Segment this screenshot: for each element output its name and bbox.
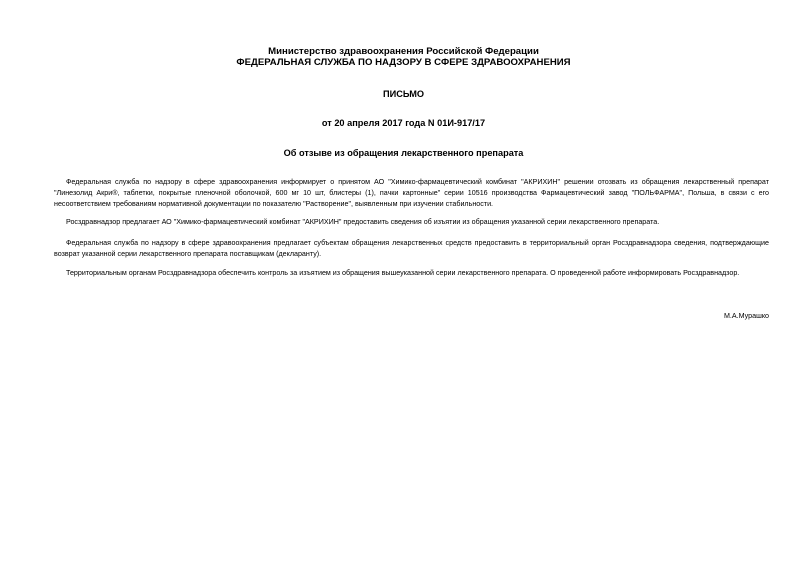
body-paragraph: Территориальным органам Росздравнадзора обеспечить контроль за изъятием из обращения вышеуказанной серии лекарственного препарата. О проведенной работе информировать Росздравнадзор. bbox=[66, 269, 740, 277]
body-paragraph: Федеральная служба по надзору в сфере здравоохранения предлагает субъектам обращения лекарственных средств предоставить в территориальный орган Росздравнадзора сведения, подтверждающие возврат указанной серии лекарственного препарата поставщикам (декларанту). bbox=[54, 239, 769, 259]
body-paragraph: Федеральная служба по надзору в сфере здравоохранения информирует о принятом АО "Химико-фармацевтический комбинат "АКРИХИН" решении отозвать из обращения лекарственный препарат "Линезолид Акри®, таблетки, покрытые пленочной оболочкой, 600 мг 10 шт, блистеры (1), пачки картонные" серии 10516 производства Фармацевтический завод "ПОЛЬФАРМА", Польша, в связи с его несоответствием требованиям нормативной документации по показателю "Растворение", выявленным при изучении стабильности. bbox=[54, 178, 769, 209]
signature: М.А.Мурашко bbox=[723, 312, 769, 320]
service-name: ФЕДЕРАЛЬНАЯ СЛУЖБА ПО НАДЗОРУ В СФЕРЕ ЗДРАВООХРАНЕНИЯ bbox=[236, 57, 571, 68]
document-date-number: от 20 апреля 2017 года N 01И-917/17 bbox=[321, 118, 486, 128]
body-paragraph: Росздравнадзор предлагает АО "Химико-фармацевтический комбинат "АКРИХИН" предоставить сведения об изъятии из обращения указанной серии лекарственного препарата. bbox=[66, 218, 660, 226]
ministry-name: Министерство здравоохранения Российской Федерации bbox=[268, 46, 539, 57]
document-subject: Об отзыве из обращения лекарственного препарата bbox=[283, 148, 524, 158]
document-type: ПИСЬМО bbox=[382, 89, 425, 99]
